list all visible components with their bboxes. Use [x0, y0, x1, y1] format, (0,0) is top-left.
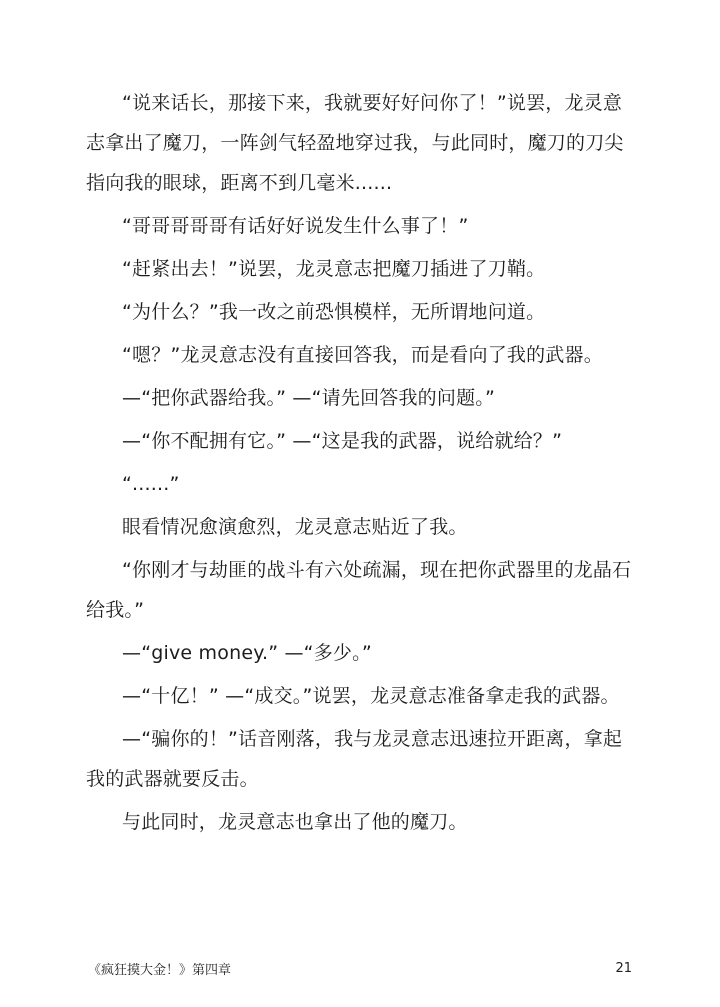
paragraph-8: “......” [122, 473, 180, 495]
chapter-body [86, 83, 634, 845]
paragraph-11: —“give money.” —“多少。” [122, 642, 372, 664]
paragraph-5: “嗯？”龙灵意志没有直接回答我，而是看向了我的武器。 [122, 344, 603, 366]
paragraph-4: “为什么？”我一改之前恐惧模样，无所谓地问道。 [122, 301, 546, 323]
page-number: 21 [615, 960, 632, 976]
page-footer [88, 957, 632, 979]
paragraph-14: 与此同时，龙灵意志也拿出了他的魔刀。 [122, 811, 468, 833]
paragraph-1: “说来话长，那接下来，我就要好好问你了！”说罢，龙灵意志拿出了魔刀，一阵剑气轻盈地穿过我，与此同时，魔刀的刀尖指向我的眼球，距离不到几毫米...... [86, 92, 624, 194]
paragraph-10: “你刚才与劫匪的战斗有六处疏漏，现在把你武器里的龙晶石给我。” [86, 559, 632, 621]
paragraph-6: —“把你武器给我。” —“请先回答我的问题。” [122, 387, 496, 409]
paragraph-13: —“骗你的！”话音刚落，我与龙灵意志迅速拉开距离，拿起我的武器就要反击。 [86, 728, 623, 790]
paragraph-2: “哥哥哥哥哥有话好好说发生什么事了！” [122, 215, 469, 237]
paragraph-12: —“十亿！” —“成交。”说罢，龙灵意志准备拿走我的武器。 [122, 685, 620, 707]
footer-book-title: 《疯狂摸大金！》第四章 [88, 962, 232, 978]
paragraph-3: “赶紧出去！”说罢，龙灵意志把魔刀插进了刀鞘。 [122, 258, 546, 280]
paragraph-9: 眼看情况愈演愈烈，龙灵意志贴近了我。 [122, 516, 468, 538]
paragraph-7: —“你不配拥有它。” —“这是我的武器，说给就给？” [122, 430, 563, 452]
